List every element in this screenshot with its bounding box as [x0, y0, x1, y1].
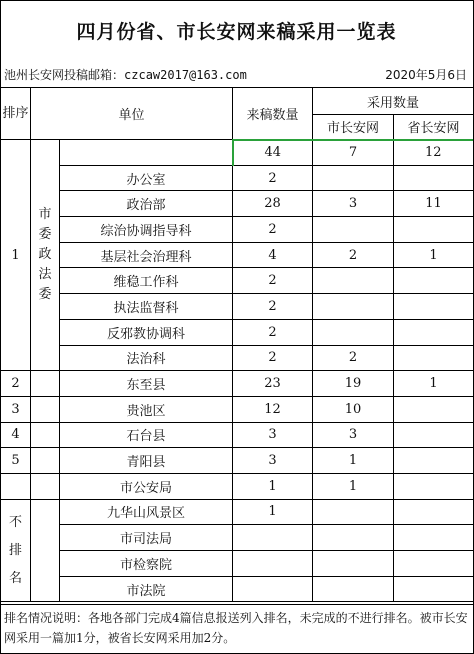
city-adopted	[313, 165, 394, 191]
city-adopted: 1	[313, 448, 394, 474]
province-adopted: 11	[394, 191, 474, 217]
province-adopted	[394, 319, 474, 345]
submissions-count: 3	[233, 448, 313, 474]
info-bar	[0, 60, 473, 87]
page-title: 四月份省、市长安网来稿采用一览表	[76, 20, 397, 43]
city-adopted: 2	[313, 242, 394, 268]
submissions-count: 1	[233, 499, 313, 525]
city-adopted	[313, 551, 394, 577]
city-adopted: 1	[313, 473, 394, 499]
province-adopted	[394, 345, 474, 371]
province-adopted	[394, 525, 474, 551]
table-row	[1, 345, 474, 371]
city-adopted	[313, 268, 394, 294]
group-total-province: 12	[394, 140, 474, 166]
province-adopted	[394, 473, 474, 499]
group-total-unit	[60, 140, 233, 166]
header-city-site: 市长安网	[313, 115, 394, 140]
table-row	[1, 422, 474, 448]
unit-name: 市公安局	[60, 473, 233, 499]
province-adopted	[394, 217, 474, 243]
city-adopted: 19	[313, 371, 394, 397]
table-row	[1, 371, 474, 397]
rank-number: 2	[1, 371, 31, 397]
unit-name: 九华山风景区	[60, 499, 233, 525]
header-rank: 排序	[1, 88, 31, 140]
rank-spacer	[31, 448, 60, 474]
table-row	[1, 576, 474, 602]
submissions-count: 2	[233, 294, 313, 320]
unit-name: 东至县	[60, 371, 233, 397]
rank-number: 5	[1, 448, 31, 474]
unit-name: 执法监督科	[60, 294, 233, 320]
province-adopted	[394, 448, 474, 474]
unit-name: 维稳工作科	[60, 268, 233, 294]
submissions-count	[233, 551, 313, 577]
table-row	[1, 165, 474, 191]
unit-name: 市法院	[60, 576, 233, 602]
submissions-count	[233, 576, 313, 602]
table-row	[1, 551, 474, 577]
city-adopted	[313, 294, 394, 320]
header-submissions: 来稿数量	[233, 88, 313, 140]
rank-number: 4	[1, 422, 31, 448]
city-adopted	[313, 525, 394, 551]
group-total-submissions: 44	[233, 140, 313, 166]
unit-name: 反邪教协调科	[60, 319, 233, 345]
adoption-table	[0, 87, 474, 602]
group-label: 市 委 政 法 委	[31, 140, 60, 371]
unit-name: 市司法局	[60, 525, 233, 551]
table-row	[1, 396, 474, 422]
header-adopted: 采用数量	[313, 88, 474, 115]
unit-name: 市检察院	[60, 551, 233, 577]
table-row	[1, 473, 474, 499]
submissions-count: 2	[233, 345, 313, 371]
table-body	[1, 140, 474, 602]
province-adopted	[394, 268, 474, 294]
table-row	[1, 448, 474, 474]
table-row	[1, 268, 474, 294]
unit-name: 法治科	[60, 345, 233, 371]
province-adopted	[394, 551, 474, 577]
email-label: 池州长安网投稿邮箱：	[4, 68, 125, 82]
group-rank: 1	[1, 140, 31, 371]
unranked-spacer-top	[1, 473, 31, 499]
table-row	[1, 525, 474, 551]
province-adopted	[394, 165, 474, 191]
unit-name: 办公室	[60, 165, 233, 191]
unranked-spacer-top-2	[31, 473, 60, 499]
rank-number: 3	[1, 396, 31, 422]
unit-name: 贵池区	[60, 396, 233, 422]
submissions-count: 2	[233, 319, 313, 345]
header-unit: 单位	[31, 88, 233, 140]
city-adopted: 3	[313, 191, 394, 217]
header-province-site: 省长安网	[394, 115, 474, 140]
city-adopted: 3	[313, 422, 394, 448]
province-adopted: 1	[394, 371, 474, 397]
city-adopted	[313, 217, 394, 243]
submissions-count: 1	[233, 473, 313, 499]
province-adopted	[394, 396, 474, 422]
ranking-note: 排名情况说明：各地各部门完成4篇信息报送列入排名，未完成的不进行排名。被市长安网采用一篇加1分，被省长安网采用加2分。	[0, 604, 473, 653]
submissions-count: 2	[233, 217, 313, 243]
unit-name: 石台县	[60, 422, 233, 448]
table-row	[1, 319, 474, 345]
unit-name: 政治部	[60, 191, 233, 217]
rank-spacer	[31, 396, 60, 422]
table-row	[1, 242, 474, 268]
rank-spacer	[31, 371, 60, 397]
city-adopted: 10	[313, 396, 394, 422]
unranked-label: 不 排 名	[1, 499, 31, 602]
unranked-spacer	[31, 499, 60, 602]
table-row	[1, 140, 474, 166]
province-adopted	[394, 576, 474, 602]
province-adopted	[394, 294, 474, 320]
submissions-count	[233, 525, 313, 551]
submissions-count: 12	[233, 396, 313, 422]
city-adopted: 2	[313, 345, 394, 371]
submissions-count: 4	[233, 242, 313, 268]
group-total-city: 7	[313, 140, 394, 166]
email-info	[4, 66, 247, 83]
submissions-count: 2	[233, 268, 313, 294]
table-row	[1, 294, 474, 320]
rank-spacer	[31, 422, 60, 448]
report-date: 2020年5月6日	[385, 68, 467, 82]
table-row	[1, 191, 474, 217]
city-adopted	[313, 319, 394, 345]
email-address: czcaw2017@163.com	[124, 68, 247, 82]
province-adopted	[394, 499, 474, 525]
submissions-count: 28	[233, 191, 313, 217]
submissions-count: 23	[233, 371, 313, 397]
table-row	[1, 499, 474, 525]
submissions-count: 2	[233, 165, 313, 191]
city-adopted	[313, 576, 394, 602]
province-adopted	[394, 422, 474, 448]
table-row	[1, 217, 474, 243]
city-adopted	[313, 499, 394, 525]
unit-name: 基层社会治理科	[60, 242, 233, 268]
unit-name: 综治协调指导科	[60, 217, 233, 243]
province-adopted: 1	[394, 242, 474, 268]
submissions-count: 3	[233, 422, 313, 448]
unit-name: 青阳县	[60, 448, 233, 474]
